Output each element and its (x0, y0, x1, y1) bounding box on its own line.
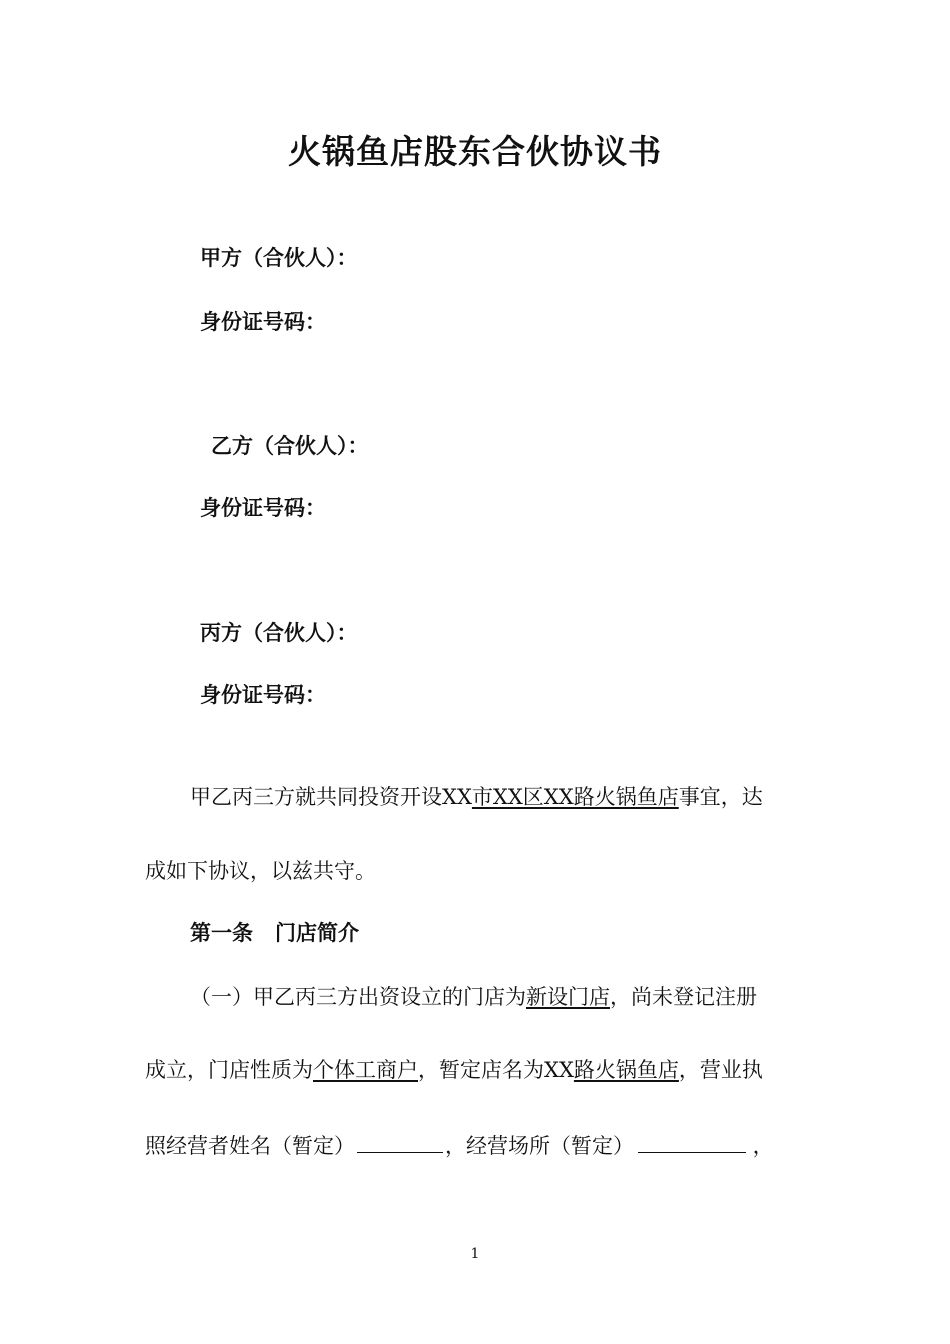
party-b-id-label: 身份证号码： (200, 496, 326, 520)
clause-1-line-2 (145, 1055, 805, 1085)
party-a-label: 甲方（合伙人）： (200, 246, 358, 270)
intro-store-address: 市XX区XX路火锅鱼店 (471, 785, 679, 809)
clause-1-line-1-prefix: （一）甲乙丙三方出资设立的门店为 (190, 985, 526, 1009)
clause-1-line-1-suffix: ，尚未登记注册 (610, 985, 757, 1009)
clause-1-line-2-suffix: ，营业执 (678, 1058, 763, 1082)
clause-1-store-name: 路火锅鱼店 (573, 1058, 679, 1082)
intro-line-1-prefix: 甲乙丙三方就共同投资开设XX (190, 785, 472, 809)
party-b-label: 乙方（合伙人）： (211, 434, 369, 458)
clause-1-business-nature: 个体工商户 (313, 1058, 418, 1082)
article-1-number: 第一条 (190, 921, 253, 945)
party-a-id-label: 身份证号码： (200, 310, 326, 334)
intro-line-2: 成如下协议，以兹共守。 (145, 859, 376, 883)
clause-1-line-3-end: ， (746, 1134, 774, 1158)
intro-line-1 (190, 782, 850, 812)
intro-line-1-suffix: 事宜，达 (678, 785, 763, 809)
clause-1-premises-label: ，经营场所（暂定） (445, 1134, 634, 1158)
clause-1-operator-label: 照经营者姓名（暂定） (145, 1134, 355, 1158)
premises-blank (638, 1130, 746, 1153)
clause-1-line-2-mid: ，暂定店名为XX (418, 1058, 574, 1082)
party-c-id-label: 身份证号码： (200, 683, 326, 707)
clause-1-line-2-prefix: 成立，门店性质为 (145, 1058, 313, 1082)
clause-1-line-3 (145, 1130, 805, 1161)
document-title: 火锅鱼店股东合伙协议书 (288, 132, 662, 171)
party-c-label: 丙方（合伙人）： (200, 621, 358, 645)
article-1-heading (190, 918, 359, 948)
page-number: 1 (470, 1246, 480, 1262)
clause-1-line-1 (190, 982, 850, 1012)
operator-name-blank (357, 1130, 443, 1153)
clause-1-store-type: 新设门店 (526, 985, 610, 1009)
article-1-title: 门店简介 (275, 921, 359, 945)
